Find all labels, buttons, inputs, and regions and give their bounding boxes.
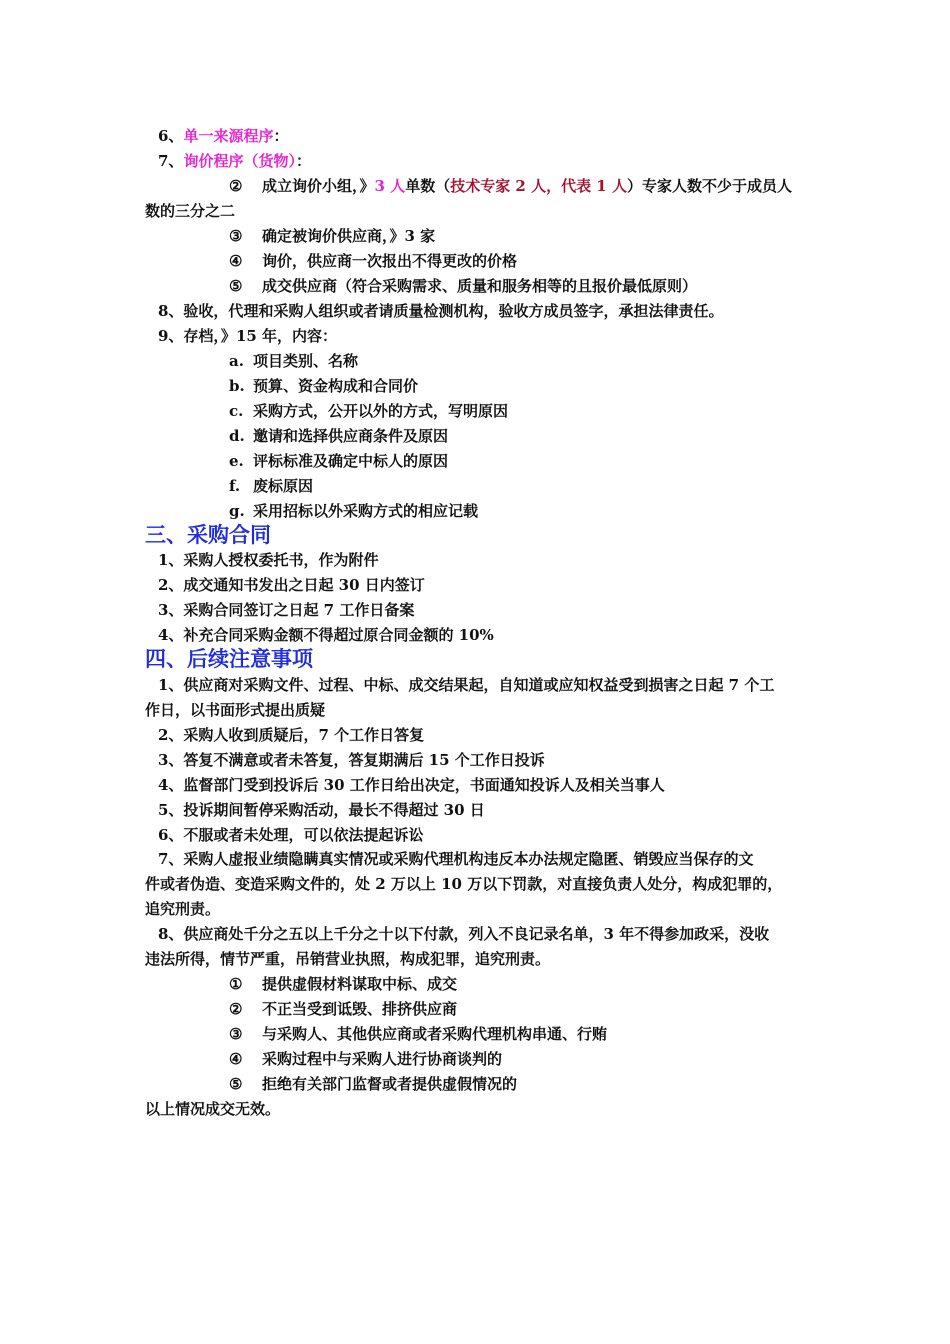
followup-item-3: 3、答复不满意或者未答复，答复期满后 15 个工作日投诉 [158, 751, 545, 769]
archive-text: 邀请和选择供应商条件及原因 [253, 427, 449, 445]
followup-item-7: 7、采购人虚报业绩隐瞒真实情况或采购代理机构违反本办法规定隐匿、销毁应当保存的文 [158, 850, 754, 868]
violation-text: 拒绝有关部门监督或者提供虚假情况的 [262, 1075, 518, 1093]
archive-text: 废标原因 [253, 477, 314, 495]
followup-item-4: 4、监督部门受到投诉后 30 工作日给出决定，书面通知投诉人及相关当事人 [158, 776, 665, 794]
step-text: 成立询价小组，》 [262, 177, 375, 195]
step-text: ）专家人数不少于成员人 [626, 177, 792, 195]
archive-text: 预算、资金构成和合同价 [253, 377, 419, 395]
list-letter: f. [229, 477, 241, 495]
item-inquiry [158, 150, 311, 172]
archive-item [229, 475, 313, 497]
followup-item-1-cont: 作日，以书面形式提出质疑 [145, 701, 326, 719]
section-heading-followup: 四、后续注意事项 [145, 646, 313, 671]
archive-item [229, 400, 508, 422]
circled-number: ⑤ [229, 1075, 243, 1093]
item-title: 单一来源程序 [183, 127, 274, 145]
followup-item-8: 8、供应商处千分之五以上千分之十以下付款，列入不良记录名单，3 年不得参加政采，没收 [158, 925, 770, 943]
followup-item-6: 6、不服或者未处理，可以依法提起诉讼 [158, 826, 424, 844]
archive-text: 评标标准及确定中标人的原因 [253, 452, 449, 470]
circled-number: ④ [229, 1050, 243, 1068]
followup-item-1: 1、供应商对采购文件、过程、中标、成交结果起，自知道或应知权益受到损害之日起 7 个工 [158, 676, 775, 694]
inquiry-step-4 [229, 250, 517, 272]
list-letter: e. [229, 452, 244, 470]
circled-number: ② [229, 1000, 243, 1018]
violation-item [229, 998, 457, 1020]
inquiry-step-5 [229, 275, 697, 297]
list-letter: c. [229, 402, 244, 420]
violation-item [229, 1023, 607, 1045]
followup-item-8-cont: 违法所得，情节严重，吊销营业执照，构成犯罪，追究刑责。 [145, 950, 551, 968]
item-single-source [158, 125, 288, 147]
archive-item [229, 425, 448, 447]
violation-item [229, 1073, 517, 1095]
followup-item-7-cont: 件或者伪造、变造采购文件的，处 2 万以上 10 万以下罚款，对直接负责人处分，构成犯罪的， [145, 875, 783, 893]
highlight-count: 3 人 [374, 177, 406, 195]
item-number: 6、 [158, 127, 184, 145]
item-title: 询价程序（货物） [183, 152, 296, 170]
item-number: 7、 [158, 152, 184, 170]
item-suffix: ： [295, 152, 311, 170]
inquiry-step-3 [229, 225, 435, 247]
archive-text: 采购方式，公开以外的方式，写明原因 [253, 402, 509, 420]
step-text: 单数（ [405, 177, 451, 195]
inquiry-step-2-cont: 数的三分之二 [145, 202, 236, 220]
followup-item-2: 2、采购人收到质疑后，7 个工作日答复 [158, 726, 425, 744]
contract-item: 3、采购合同签订之日起 7 工作日备案 [158, 601, 415, 619]
circled-number: ③ [229, 227, 243, 245]
circled-number: ③ [229, 1025, 243, 1043]
list-letter: a. [229, 352, 244, 370]
violation-text: 与采购人、其他供应商或者采购代理机构串通、行贿 [262, 1025, 608, 1043]
list-letter: d. [229, 427, 245, 445]
contract-item: 4、补充合同采购金额不得超过原合同金额的 10% [158, 626, 494, 644]
list-letter: g. [229, 502, 245, 520]
inquiry-step-2 [229, 175, 792, 197]
followup-item-7-cont2: 追究刑责。 [145, 900, 221, 918]
contract-item: 2、成交通知书发出之日起 30 日内签订 [158, 576, 425, 594]
section-heading-contract: 三、采购合同 [145, 522, 271, 547]
circled-number: ⑤ [229, 277, 243, 295]
violation-text: 提供虚假材料谋取中标、成交 [262, 975, 458, 993]
violation-text: 采购过程中与采购人进行协商谈判的 [262, 1050, 503, 1068]
contract-item: 1、采购人授权委托书，作为附件 [158, 551, 379, 569]
step-text: 成交供应商（符合采购需求、质量和服务相等的且报价最低原则） [262, 277, 698, 295]
violation-item [229, 973, 457, 995]
violation-item [229, 1048, 502, 1070]
circled-number: ① [229, 975, 243, 993]
archive-item [229, 450, 448, 472]
item-acceptance: 8、验收，代理和采购人组织或者请质量检测机构，验收方成员签字，承担法律责任。 [158, 302, 724, 320]
archive-item [229, 500, 478, 522]
circled-number: ④ [229, 252, 243, 270]
archive-item [229, 350, 358, 372]
step-text: 确定被询价供应商，》3 家 [262, 227, 436, 245]
step-text: 询价，供应商一次报出不得更改的价格 [262, 252, 518, 270]
archive-text: 采用招标以外采购方式的相应记载 [253, 502, 479, 520]
archive-item [229, 375, 418, 397]
archive-text: 项目类别、名称 [253, 352, 359, 370]
list-letter: b. [229, 377, 245, 395]
violation-text: 不正当受到诋毁、排挤供应商 [262, 1000, 458, 1018]
item-suffix: ： [273, 127, 289, 145]
circled-number: ② [229, 177, 243, 195]
followup-item-5: 5、投诉期间暂停采购活动，最长不得超过 30 日 [158, 801, 485, 819]
conclusion-text: 以上情况成交无效。 [145, 1100, 281, 1118]
item-archive: 9、存档，》15 年，内容： [158, 327, 338, 345]
expert-count: 技术专家 2 人，代表 1 人 [450, 177, 627, 195]
